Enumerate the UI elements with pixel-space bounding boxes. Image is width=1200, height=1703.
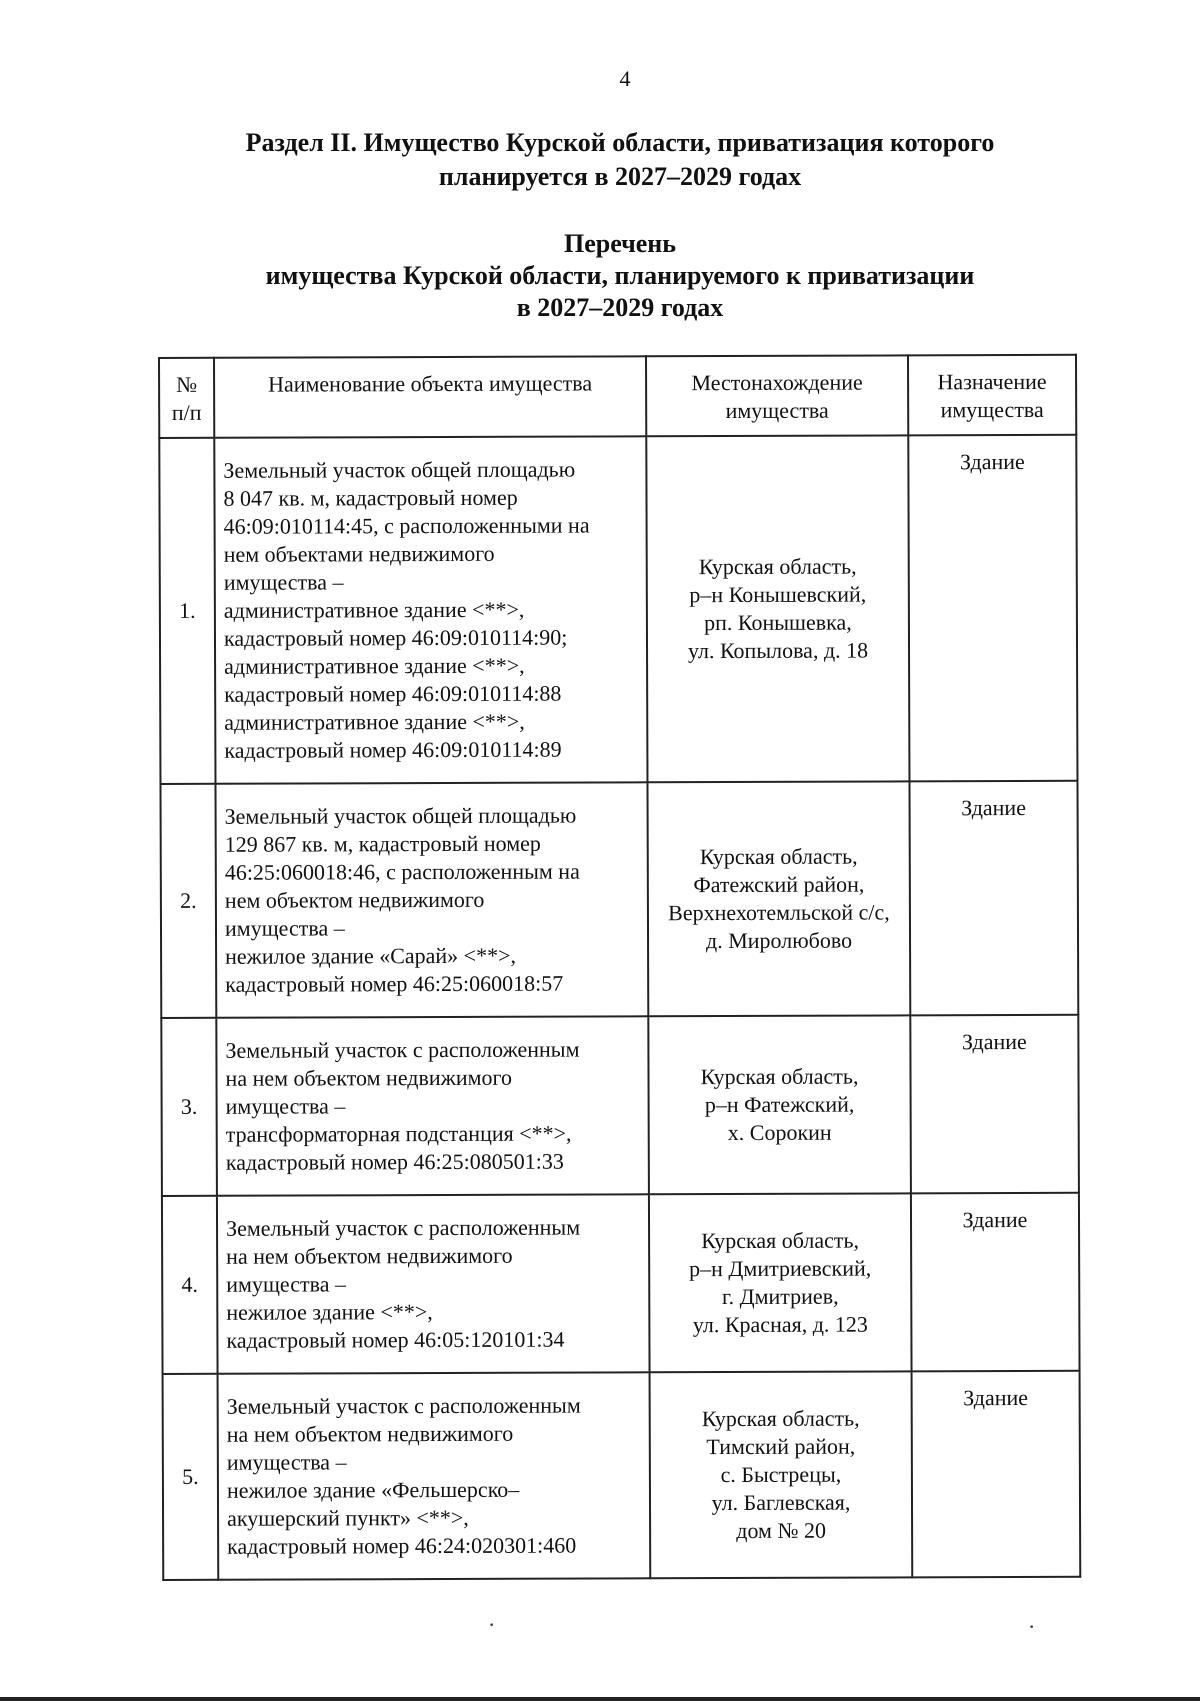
header-line: имущества <box>725 397 829 424</box>
object-name-cell <box>214 436 647 784</box>
object-name-line: имущества – <box>226 1271 346 1297</box>
list-title <box>170 228 1070 324</box>
object-name-line: Земельный участок с расположенным <box>225 1214 581 1241</box>
scan-edge-line <box>0 1697 1200 1701</box>
object-name-line: нем объектом недвижимого <box>224 886 485 913</box>
object-name-line: административное здание <**>, <box>223 596 525 623</box>
location-line: Курская область, <box>699 843 858 870</box>
section-title <box>170 126 1070 194</box>
object-name-cell <box>216 1016 649 1196</box>
location-line: р–н Фатежский, <box>704 1091 855 1118</box>
location-line: Курская область, <box>698 553 857 580</box>
header-line: № <box>176 371 198 397</box>
page-number: 4 <box>619 66 631 91</box>
object-name-line: имущества – <box>226 1449 347 1475</box>
location-line: г. Дмитриев, <box>721 1283 839 1310</box>
object-name-cell <box>215 782 648 1018</box>
object-name-line: 129 867 кв. м, кадастровый номер <box>224 830 541 857</box>
row-number: 5. <box>163 1374 219 1580</box>
object-name-line: 46:09:010114:45, с расположенными на <box>223 512 590 539</box>
scan-dot-mark: · <box>488 1612 496 1637</box>
location-line: рп. Конышевка, <box>704 609 852 636</box>
object-name-line: на нем объектом недвижимого <box>226 1420 514 1447</box>
purpose-cell: Здание <box>909 781 1078 1016</box>
location-line: р–н Дмитриевский, <box>689 1255 872 1282</box>
object-name-line: 8 047 кв. м, кадастровый номер <box>223 484 518 511</box>
object-name-line: трансформаторная подстанция <**>, <box>225 1120 572 1147</box>
table-row <box>163 1371 1081 1580</box>
purpose-cell: Здание <box>911 1193 1080 1372</box>
scan-dot-mark: · <box>1028 1614 1036 1639</box>
location-cell <box>648 1015 911 1194</box>
object-name-line: Земельный участок общей площадью <box>224 802 577 829</box>
object-name-line: Земельный участок общей площадью <box>223 456 576 483</box>
object-name-cell <box>218 1372 651 1580</box>
list-title-line: в 2027–2029 годах <box>516 293 724 322</box>
location-line: дом № 20 <box>736 1517 826 1543</box>
object-name-line: кадастровый номер 46:09:010114:88 <box>224 680 562 707</box>
section-title-line: Раздел II. Имущество Курской области, приватизация которого <box>245 128 995 157</box>
location-cell <box>650 1371 913 1578</box>
table-row <box>161 1015 1079 1196</box>
location-cell <box>647 781 910 1016</box>
object-name-line: имущества – <box>224 915 345 941</box>
purpose-cell: Здание <box>908 435 1077 782</box>
object-name-line: нежилое здание «Фельшерско– <box>226 1476 520 1503</box>
object-name-cell <box>217 1194 650 1374</box>
location-line: р–н Конышевский, <box>689 581 867 608</box>
object-name-line: имущества – <box>225 1093 346 1119</box>
header-purpose <box>908 355 1076 436</box>
table-body <box>159 435 1080 1580</box>
table-row <box>160 781 1078 1018</box>
location-cell <box>649 1193 912 1372</box>
location-line: ул. Баглевская, <box>711 1489 851 1516</box>
location-line: Фатежский район, <box>693 871 865 898</box>
object-name-line: имущества – <box>223 569 344 595</box>
table-row <box>159 435 1077 784</box>
table-header-row <box>159 355 1076 438</box>
header-line: Назначение <box>937 368 1047 395</box>
row-number: 3. <box>161 1018 217 1196</box>
header-line: Местонахождение <box>691 369 863 396</box>
header-line: п/п <box>171 399 202 425</box>
object-name-line: 46:25:060018:46, с расположенным на <box>224 858 580 885</box>
table-row <box>162 1193 1080 1374</box>
object-name-line: кадастровый номер 46:09:010114:89 <box>224 736 562 763</box>
object-name-line: кадастровый номер 46:24:020301:460 <box>227 1532 577 1559</box>
list-title-line: Перечень <box>563 229 677 258</box>
object-name-line: кадастровый номер 46:05:120101:34 <box>226 1326 565 1353</box>
object-name-line: Земельный участок с расположенным <box>226 1392 581 1419</box>
object-name-line: на нем объектом недвижимого <box>225 1064 513 1091</box>
location-line: Курская область, <box>701 1227 860 1254</box>
row-number: 1. <box>159 438 215 784</box>
list-title-line: имущества Курской области, планируемого к приватизации <box>265 261 975 290</box>
object-name-line: нежилое здание «Сарай» <**>, <box>225 942 517 969</box>
location-line: с. Быстрецы, <box>720 1461 842 1488</box>
property-table <box>158 354 1081 1581</box>
row-number: 4. <box>162 1196 218 1374</box>
object-name-line: административное здание <**>, <box>224 708 525 735</box>
purpose-cell: Здание <box>910 1015 1079 1194</box>
object-name-line: нежилое здание <**>, <box>226 1299 433 1325</box>
location-line: д. Миролюбово <box>705 927 853 954</box>
object-name-line: на нем объектом недвижимого <box>226 1242 513 1269</box>
location-cell <box>646 435 909 782</box>
object-name-line: кадастровый номер 46:09:010114:90; <box>223 624 568 651</box>
location-line: Курская область, <box>701 1405 860 1432</box>
header-name <box>214 356 646 438</box>
object-name-line: Земельный участок с расположенным <box>225 1036 580 1063</box>
row-number: 2. <box>160 784 216 1018</box>
header-location <box>646 355 908 436</box>
property-table-wrapper <box>158 354 1079 1581</box>
purpose-cell: Здание <box>912 1371 1081 1578</box>
object-name-line: кадастровый номер 46:25:060018:57 <box>225 970 564 997</box>
object-name-line: административное здание <**>, <box>224 652 525 679</box>
object-name-line: акушерский пункт» <**>, <box>227 1504 469 1531</box>
location-line: х. Сорокин <box>727 1119 832 1146</box>
object-name-line: нем объектами недвижимого <box>223 540 495 567</box>
header-line: имущества <box>940 396 1044 423</box>
header-num <box>159 358 214 438</box>
location-line: Курская область, <box>700 1063 859 1090</box>
location-line: ул. Копылова, д. 18 <box>687 637 869 664</box>
object-name-line: кадастровый номер 46:25:080501:33 <box>225 1148 564 1175</box>
location-line: ул. Красная, д. 123 <box>692 1311 868 1338</box>
location-line: Верхнехотемльской с/с, <box>668 899 890 926</box>
section-title-line: планируется в 2027–2029 годах <box>438 162 802 191</box>
header-line: Наименование объекта имущества <box>268 370 593 397</box>
location-line: Тимский район, <box>706 1433 856 1460</box>
